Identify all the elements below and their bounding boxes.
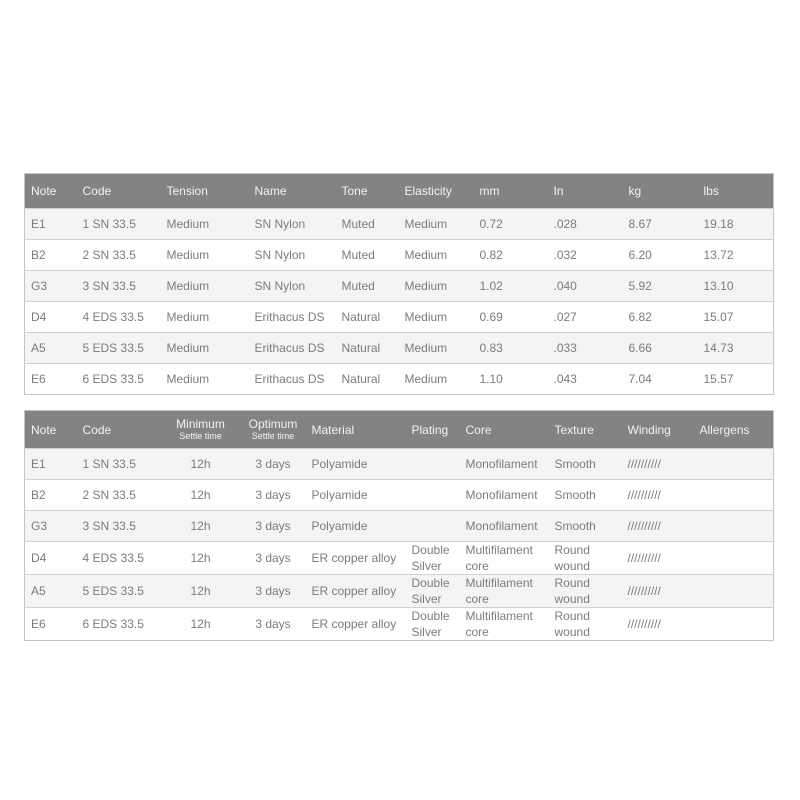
cell-material: ER copper alloy	[306, 542, 406, 575]
cell-min: 12h	[161, 608, 241, 641]
cell-texture	[549, 480, 622, 511]
cell-core-line2: core	[465, 625, 489, 639]
cell-plating-line2: Silver	[411, 625, 442, 639]
cell-plating	[406, 449, 460, 480]
cell-code: 6 EDS 33.5	[77, 364, 161, 395]
cell-tension: Medium	[161, 364, 249, 395]
cell-texture-line2: wound	[554, 592, 590, 606]
cell-tension: Medium	[161, 302, 249, 333]
cell-note: B2	[25, 240, 77, 271]
cell-code: 2 SN 33.5	[77, 240, 161, 271]
cell-note: E1	[25, 449, 77, 480]
cell-core-line1: Multifilament	[465, 609, 533, 623]
cell-core-line1: Monofilament	[465, 519, 538, 533]
cell-allergens	[694, 511, 774, 542]
header-note: Note	[31, 422, 57, 437]
cell-name: SN Nylon	[249, 209, 336, 240]
cell-texture	[549, 608, 622, 641]
cell-plating-line1: Double	[411, 576, 450, 590]
cell-tension: Medium	[161, 271, 249, 302]
cell-lbs: 19.18	[698, 209, 774, 240]
cell-texture-line1: Smooth	[554, 519, 596, 533]
cell-core	[460, 575, 549, 608]
string-specs-table	[24, 173, 774, 395]
cell-texture-line1: Smooth	[554, 488, 596, 502]
cell-core	[460, 449, 549, 480]
cell-tension: Medium	[161, 209, 249, 240]
cell-kg: 5.92	[623, 271, 698, 302]
table-row	[25, 511, 774, 542]
cell-core-line1: Multifilament	[465, 543, 533, 557]
cell-opt: 3 days	[241, 511, 306, 542]
specs-header	[25, 174, 774, 209]
cell-code: 5 EDS 33.5	[77, 575, 161, 608]
cell-plating-line2: Silver	[411, 559, 442, 573]
cell-code: 3 SN 33.5	[77, 271, 161, 302]
header-allergens: Allergens	[699, 422, 750, 437]
table-row	[25, 271, 774, 302]
cell-note: D4	[25, 542, 77, 575]
cell-min: 12h	[161, 511, 241, 542]
cell-tone: Muted	[336, 271, 399, 302]
table-row	[25, 333, 774, 364]
cell-core	[460, 511, 549, 542]
cell-elasticity: Medium	[399, 302, 474, 333]
cell-tone: Natural	[336, 364, 399, 395]
cell-texture-line1: Round	[554, 543, 590, 557]
cell-texture-line1: Smooth	[554, 457, 596, 471]
header-tension: Tension	[166, 184, 208, 198]
cell-plating-line2: Silver	[411, 592, 442, 606]
cell-tone: Natural	[336, 302, 399, 333]
cell-plating-line1: Double	[411, 543, 450, 557]
cell-texture-line1: Round	[554, 609, 590, 623]
cell-winding: //////////	[622, 449, 694, 480]
cell-material: ER copper alloy	[306, 608, 406, 641]
header-minimum-sublabel: Settle time	[179, 430, 222, 441]
cell-elasticity: Medium	[399, 333, 474, 364]
cell-min: 12h	[161, 542, 241, 575]
cell-note: B2	[25, 480, 77, 511]
cell-kg: 6.82	[623, 302, 698, 333]
header-note: Note	[31, 184, 57, 198]
cell-winding: //////////	[622, 608, 694, 641]
cell-tone: Muted	[336, 209, 399, 240]
cell-code: 3 SN 33.5	[77, 511, 161, 542]
cell-lbs: 13.10	[698, 271, 774, 302]
cell-note: A5	[25, 333, 77, 364]
cell-plating-line1: Double	[411, 609, 450, 623]
cell-name: Erithacus DS	[249, 302, 336, 333]
table-row	[25, 209, 774, 240]
cell-min: 12h	[161, 575, 241, 608]
cell-kg: 7.04	[623, 364, 698, 395]
cell-note: G3	[25, 271, 77, 302]
table-row	[25, 302, 774, 333]
cell-allergens	[694, 542, 774, 575]
cell-core-line1: Multifilament	[465, 576, 533, 590]
cell-in: .027	[548, 302, 623, 333]
cell-in: .043	[548, 364, 623, 395]
cell-in: .040	[548, 271, 623, 302]
header-core: Core	[465, 422, 492, 437]
cell-mm: 0.82	[474, 240, 548, 271]
cell-texture	[549, 511, 622, 542]
cell-plating	[406, 511, 460, 542]
cell-mm: 1.02	[474, 271, 548, 302]
cell-kg: 8.67	[623, 209, 698, 240]
cell-note: E6	[25, 364, 77, 395]
cell-note: A5	[25, 575, 77, 608]
header-winding: Winding	[627, 422, 671, 437]
cell-name: SN Nylon	[249, 271, 336, 302]
header-lbs: lbs	[703, 184, 719, 198]
cell-tone: Muted	[336, 240, 399, 271]
cell-plating	[406, 480, 460, 511]
cell-min: 12h	[161, 480, 241, 511]
cell-lbs: 14.73	[698, 333, 774, 364]
cell-code: 1 SN 33.5	[77, 209, 161, 240]
cell-note: G3	[25, 511, 77, 542]
header-kg: kg	[628, 184, 642, 198]
cell-code: 6 EDS 33.5	[77, 608, 161, 641]
cell-core-line2: core	[465, 592, 489, 606]
table-row	[25, 240, 774, 271]
header-code: Code	[82, 422, 112, 437]
cell-code: 5 EDS 33.5	[77, 333, 161, 364]
cell-opt: 3 days	[241, 608, 306, 641]
details-header	[25, 411, 774, 449]
cell-note: D4	[25, 302, 77, 333]
header-minimum-settle-time	[161, 411, 241, 449]
cell-texture	[549, 542, 622, 575]
string-details-table	[24, 410, 774, 641]
header-name: Name	[254, 184, 287, 198]
header-texture: Texture	[554, 422, 594, 437]
header-minimum-label: Minimum	[176, 416, 225, 431]
header-optimum-label: Optimum	[248, 416, 298, 431]
cell-name: Erithacus DS	[249, 333, 336, 364]
table-row	[25, 608, 774, 641]
cell-note: E6	[25, 608, 77, 641]
header-elasticity: Elasticity	[404, 184, 452, 198]
header-material: Material	[311, 422, 355, 437]
cell-core	[460, 480, 549, 511]
cell-allergens	[694, 480, 774, 511]
cell-core-line2: core	[465, 559, 489, 573]
cell-core	[460, 542, 549, 575]
cell-texture-line2: wound	[554, 625, 590, 639]
cell-opt: 3 days	[241, 480, 306, 511]
cell-winding: //////////	[622, 575, 694, 608]
cell-opt: 3 days	[241, 449, 306, 480]
cell-allergens	[694, 608, 774, 641]
cell-core	[460, 608, 549, 641]
cell-texture-line2: wound	[554, 559, 590, 573]
details-body	[25, 449, 774, 641]
table-row	[25, 449, 774, 480]
header-code: Code	[82, 184, 112, 198]
cell-lbs: 15.57	[698, 364, 774, 395]
cell-code: 1 SN 33.5	[77, 449, 161, 480]
header-in: In	[553, 184, 564, 198]
header-optimum-sublabel: Settle time	[251, 430, 295, 441]
cell-texture-line1: Round	[554, 576, 590, 590]
cell-elasticity: Medium	[399, 209, 474, 240]
cell-core-line1: Monofilament	[465, 457, 538, 471]
cell-code: 2 SN 33.5	[77, 480, 161, 511]
cell-in: .033	[548, 333, 623, 364]
cell-material: Polyamide	[306, 511, 406, 542]
cell-tone: Natural	[336, 333, 399, 364]
table-row	[25, 480, 774, 511]
cell-plating	[406, 542, 460, 575]
header-tone: Tone	[341, 184, 368, 198]
cell-core-line1: Monofilament	[465, 488, 538, 502]
cell-winding: //////////	[622, 542, 694, 575]
cell-lbs: 13.72	[698, 240, 774, 271]
specs-header-row	[25, 174, 774, 209]
cell-tension: Medium	[161, 240, 249, 271]
cell-texture	[549, 575, 622, 608]
header-mm: mm	[479, 184, 500, 198]
cell-name: Erithacus DS	[249, 364, 336, 395]
details-header-row	[25, 411, 774, 449]
cell-elasticity: Medium	[399, 364, 474, 395]
cell-elasticity: Medium	[399, 240, 474, 271]
cell-min: 12h	[161, 449, 241, 480]
cell-allergens	[694, 449, 774, 480]
cell-opt: 3 days	[241, 542, 306, 575]
cell-texture	[549, 449, 622, 480]
cell-mm: 0.83	[474, 333, 548, 364]
cell-tension: Medium	[161, 333, 249, 364]
cell-name: SN Nylon	[249, 240, 336, 271]
cell-mm: 0.72	[474, 209, 548, 240]
cell-winding: //////////	[622, 511, 694, 542]
cell-kg: 6.20	[623, 240, 698, 271]
cell-code: 4 EDS 33.5	[77, 542, 161, 575]
header-optimum-settle-time	[241, 411, 306, 449]
cell-material: Polyamide	[306, 449, 406, 480]
cell-opt: 3 days	[241, 575, 306, 608]
cell-lbs: 15.07	[698, 302, 774, 333]
cell-mm: 0.69	[474, 302, 548, 333]
cell-kg: 6.66	[623, 333, 698, 364]
table-row	[25, 542, 774, 575]
cell-material: ER copper alloy	[306, 575, 406, 608]
cell-allergens	[694, 575, 774, 608]
cell-elasticity: Medium	[399, 271, 474, 302]
cell-winding: //////////	[622, 480, 694, 511]
table-row	[25, 575, 774, 608]
table-row	[25, 364, 774, 395]
cell-in: .028	[548, 209, 623, 240]
cell-in: .032	[548, 240, 623, 271]
header-plating: Plating	[411, 422, 449, 437]
cell-plating	[406, 608, 460, 641]
cell-code: 4 EDS 33.5	[77, 302, 161, 333]
specs-body	[25, 209, 774, 395]
cell-note: E1	[25, 209, 77, 240]
cell-plating	[406, 575, 460, 608]
cell-mm: 1.10	[474, 364, 548, 395]
cell-material: Polyamide	[306, 480, 406, 511]
